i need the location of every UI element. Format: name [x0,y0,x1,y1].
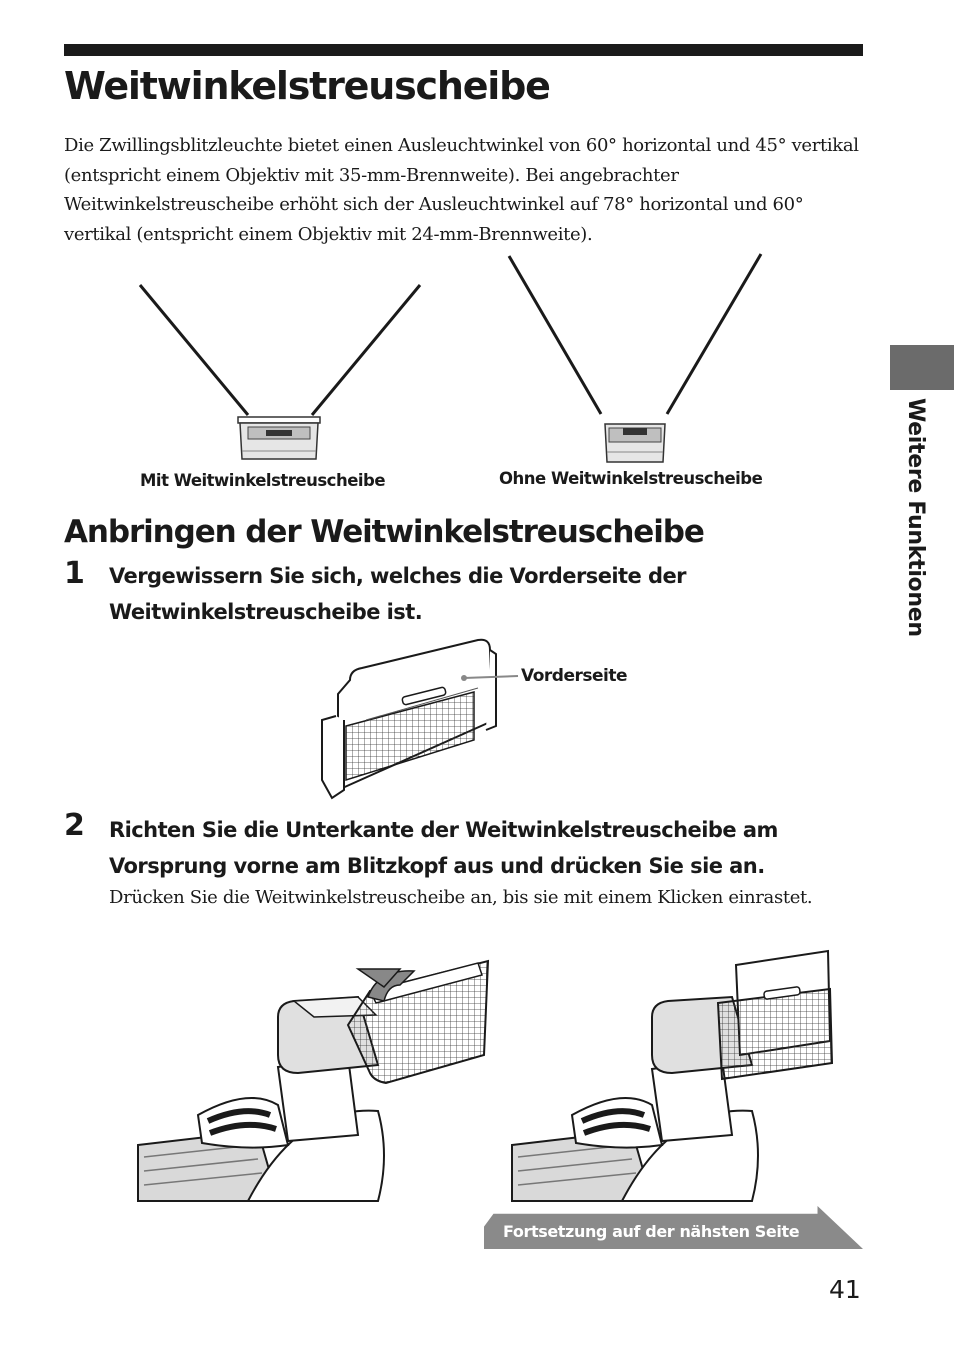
diagram-without-diffuser [497,250,777,470]
mounting-illustration-attached [512,945,842,1205]
side-tab-marker [890,345,954,390]
diffuser-front-illustration [310,630,650,805]
diagram-with-diffuser [130,275,430,470]
step-1-text: Vergewissern Sie sich, welches die Vorderseite der Weitwinkelstreuscheibe ist. [109,564,686,624]
step-2-text: Richten Sie die Unterkante der Weitwinkelstreuscheibe am Vorsprung vorne am Blitzkopf aus und drücken Sie sie an. [109,818,778,878]
page-number: 41 [829,1275,861,1304]
side-tab-label: Weitere Funktionen [903,398,928,637]
callout-front-side: Vorderseite [521,666,628,686]
intro-paragraph: Die Zwillingsblitzleuchte bietet einen Ausleuchtwinkel von 60° horizontal und 45° vertikal (entspricht einem Objektiv mit 35-mm-Brennweite). Bei angebrachter Weitwinkelstreuscheibe erhöht sich der Ausleuchtwinkel auf 78° horizontal und 60° vertikal (entspricht einem Objektiv mit 24-mm-Brennweite). [64,135,859,245]
step-2-note: Drücken Sie die Weitwinkelstreuscheibe an, bis sie mit einem Klicken einrastet. [109,887,813,908]
step-1-number: 1 [64,556,85,591]
continue-label: Fortsetzung auf der nähsten Seite [503,1222,800,1241]
page-title: Weitwinkelstreuscheibe [64,64,550,108]
top-rule [64,44,863,56]
step-2-number: 2 [64,808,85,843]
mounting-illustration-attaching [138,955,498,1205]
section-heading: Anbringen der Weitwinkelstreuscheibe [64,514,704,550]
caption-without-diffuser: Ohne Weitwinkelstreuscheibe [499,469,763,488]
caption-with-diffuser: Mit Weitwinkelstreuscheibe [140,471,386,490]
